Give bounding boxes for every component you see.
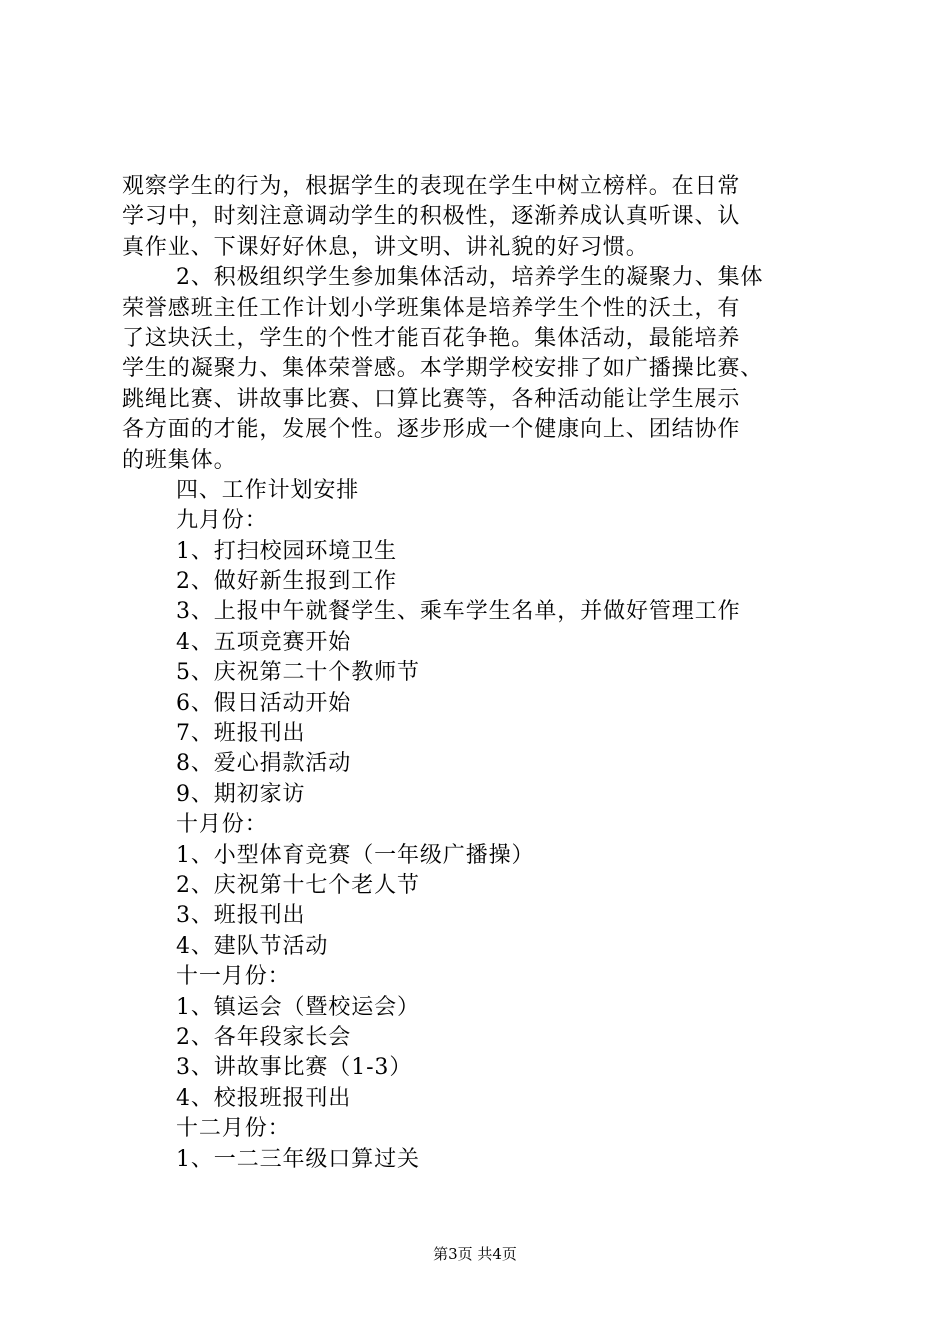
month-label: 九月份： <box>176 508 268 534</box>
list-item: 3、班报刊出 <box>176 903 306 929</box>
paragraph-line: 学生的凝聚力、集体荣誉感。本学期学校安排了如广播操比赛、 <box>122 356 764 382</box>
paragraph-line: 各方面的才能，发展个性。逐步形成一个健康向上、团结协作 <box>122 417 741 443</box>
list-item: 3、上报中午就餐学生、乘车学生名单，并做好管理工作 <box>176 599 741 625</box>
list-item: 9、期初家访 <box>176 781 306 807</box>
month-label: 十二月份： <box>176 1116 291 1142</box>
paragraph-line: 荣誉感班主任工作计划小学班集体是培养学生个性的沃土，有 <box>122 295 741 321</box>
paragraph-line: 学习中，时刻注意调动学生的积极性，逐渐养成认真听课、认 <box>122 204 741 230</box>
list-item: 4、校报班报刊出 <box>176 1085 352 1111</box>
paragraph-line: 跳绳比赛、讲故事比赛、口算比赛等，各种活动能让学生展示 <box>122 386 741 412</box>
list-item: 2、做好新生报到工作 <box>176 569 397 595</box>
list-item: 1、镇运会（暨校运会） <box>176 994 420 1020</box>
body-text <box>122 172 834 1175</box>
month-label: 十月份： <box>176 812 268 838</box>
month-label: 十一月份： <box>176 964 291 990</box>
list-item: 1、一二三年级口算过关 <box>176 1146 420 1172</box>
list-item: 4、建队节活动 <box>176 933 329 959</box>
list-item: 7、班报刊出 <box>176 721 306 747</box>
list-item: 8、爱心捐款活动 <box>176 751 352 777</box>
paragraph-line: 观察学生的行为，根据学生的表现在学生中树立榜样。在日常 <box>122 174 741 199</box>
list-item: 2、各年段家长会 <box>176 1024 352 1050</box>
list-item: 1、打扫校园环境卫生 <box>176 538 397 564</box>
paragraph-line: 真作业、下课好好休息，讲文明、讲礼貌的好习惯。 <box>122 234 649 260</box>
list-item: 2、庆祝第十七个老人节 <box>176 872 420 898</box>
list-item: 4、五项竞赛开始 <box>176 629 352 655</box>
section-heading: 四、工作计划安排 <box>176 477 360 503</box>
list-item: 6、假日活动开始 <box>176 690 352 716</box>
paragraph-line: 了这块沃土，学生的个性才能百花争艳。集体活动，最能培养 <box>122 325 741 351</box>
page-footer: 第3页 共4页 <box>433 1245 517 1263</box>
list-item: 3、讲故事比赛（1-3） <box>176 1055 413 1081</box>
paragraph-line: 2、积极组织学生参加集体活动，培养学生的凝聚力、集体 <box>176 265 764 291</box>
list-item: 1、小型体育竞赛（一年级广播操） <box>176 842 535 868</box>
paragraph-line: 的班集体。 <box>122 447 237 473</box>
list-item: 5、庆祝第二十个教师节 <box>176 660 420 686</box>
